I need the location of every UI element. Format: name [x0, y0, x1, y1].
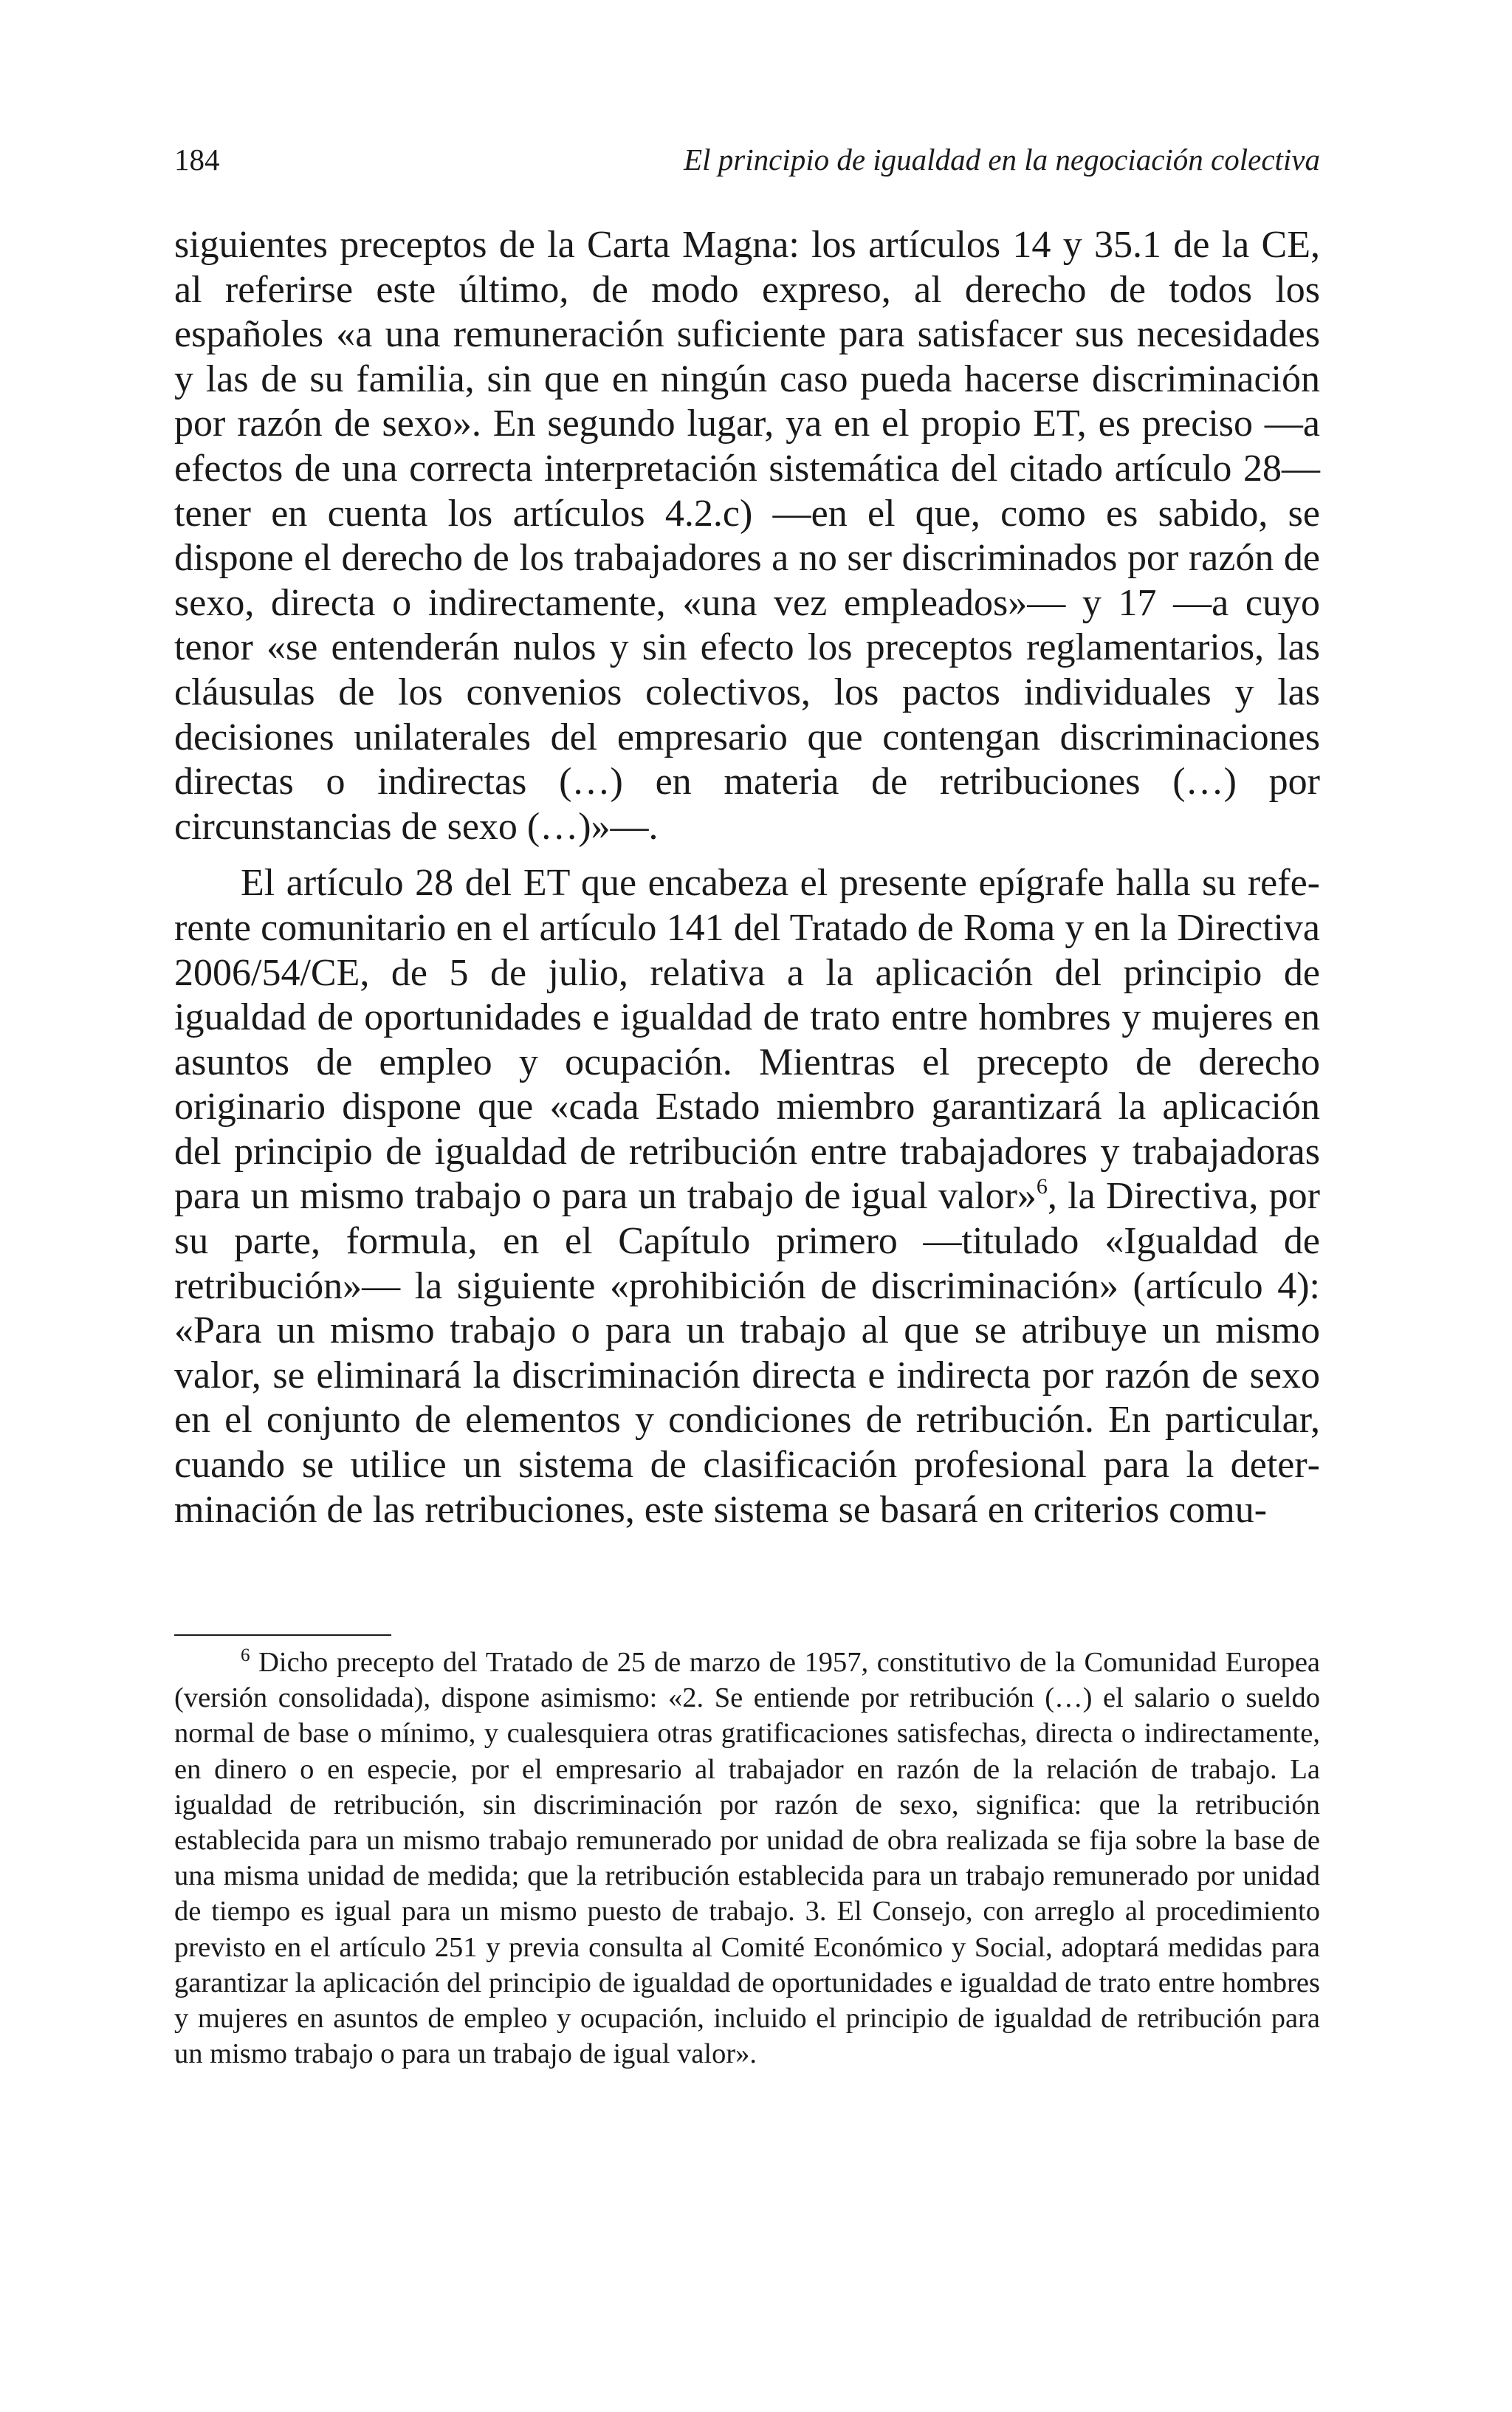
footnote-text: Dicho precepto del Tratado de 25 de marzo de 1957, constitutivo de la Comunidad Europea (versión consolidada), dispone asimismo: «2. Se entiende por retribución (…) el salario o sueldo normal de base o mínimo, y cualesquiera otras gratificaciones satisfechas, directa o indirectamente, en dinero o en especie, por el empresario al trabajador en razón de la relación de trabajo. La igualdad de retribución, sin discriminación por razón de sexo, significa: que la retribución establecida para un mismo trabajo remunerado por unidad de obra realizada se fija sobre la base de una misma unidad de medida; que la retribución establecida para un trabajo remunerado por unidad de tiempo es igual para un mismo puesto de trabajo. 3. El Consejo, con arreglo al procedimiento previsto en el artículo 251 y previa consulta al Comité Económico y Social, adoptará medidas para garantizar la aplicación del principio de igualdad de oportunidades e igualdad de trato entre hombres y mujeres en asuntos de empleo y ocupación, incluido el principio de igualdad de retribución para un mismo trabajo o para un trabajo de igual valor».	[174, 1647, 1320, 2070]
paragraph-2-text-after-note: , la Directiva, por su parte, formula, en el Capítulo primero —titulado «Igualdad de retribución»— la siguiente «prohibición de discriminación» (artículo 4): «Para un mismo trabajo o para un trabajo al que se atribuye un mismo valor, se eliminará la discriminación directa e indirecta por razón de sexo en el conjunto de elementos y condiciones de retribución. En particular, cuando se utilice un sistema de clasificación profesional para la determinación de las retribuciones, este sistema se basará en criterios comu-	[174, 1175, 1321, 1531]
paragraph-article-28	[174, 861, 1320, 1532]
main-text	[174, 223, 1320, 1532]
running-head-title: El principio de igualdad en la negociación colectiva	[684, 143, 1320, 177]
paragraph-2-text-before-note: El artículo 28 del ET que encabeza el presente epígrafe halla su referente comunitario en el artículo 141 del Tratado de Roma y en la Directiva 2006/54/CE, de 5 de julio, relativa a la aplicación del principio de igualdad de oportunidades e igualdad de trato entre hombres y mujeres en asuntos de empleo y ocupación. Mientras el precepto de derecho originario dispone que «cada Estado miembro garantizará la aplicación del principio de igualdad de retribución entre trabajadores y trabajadoras para un mismo trabajo o para un trabajo de igual valor»	[174, 862, 1320, 1218]
footnote-number: 6	[241, 1645, 250, 1665]
footnote-6	[174, 1645, 1320, 2072]
running-head	[174, 137, 1320, 182]
footnote-separator	[174, 1634, 391, 1636]
page-number: 184	[174, 143, 220, 177]
footnotes	[174, 1645, 1320, 2072]
paragraph-1-text: siguientes preceptos de la Carta Magna: los artículos 14 y 35.1 de la CE, al referirse este último, de modo expreso, al derecho de todos los españoles «a una remuneración suficiente para satisfacer sus necesidades y las de su familia, sin que en ningún caso pueda hacerse discriminación por razón de sexo». En segundo lugar, ya en el propio ET, es preciso —a efectos de una correcta interpretación sistemática del citado artículo 28— tener en cuenta los artículos 4.2.c) —en el que, como es sabido, se dispone el derecho de los trabajadores a no ser discriminados por razón de sexo, directa o indirectamente, «una vez empleados»— y 17 —a cuyo tenor «se entenderán nulos y sin efecto los preceptos reglamentarios, las cláusulas de los convenios colectivos, los pactos individuales y las decisiones unilaterales del empresario que contengan discriminaciones directas o indirectas (…) en materia de retribuciones (…) por circunstancias de sexo (…)»—.	[174, 224, 1320, 848]
footnote-reference[interactable]: 6	[1036, 1174, 1048, 1199]
paragraph-continued	[174, 223, 1320, 849]
